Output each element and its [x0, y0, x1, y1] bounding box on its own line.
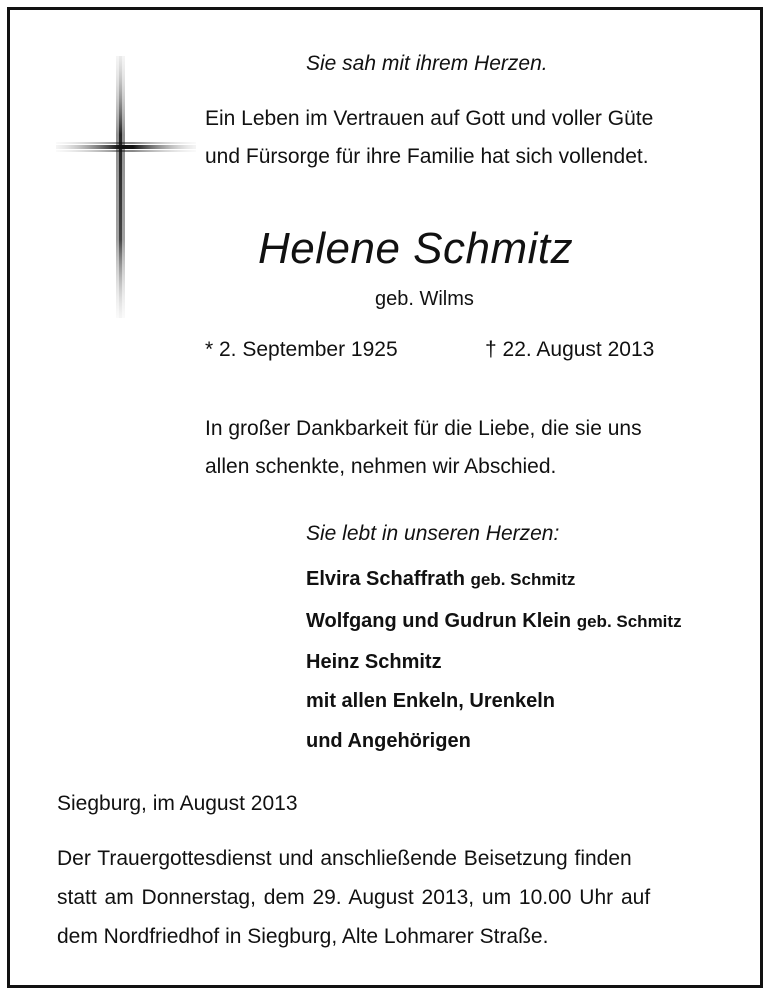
deceased-name: Helene Schmitz	[258, 224, 574, 273]
death-date: † 22. August 2013	[485, 338, 655, 361]
gratitude-line-1: In großer Dankbarkeit für die Liebe, die sie uns	[205, 417, 642, 440]
service-line-2: statt am Donnerstag, dem 29. August 2013, um 10.00 Uhr auf	[57, 886, 651, 909]
motto: Sie sah mit ihrem Herzen.	[306, 52, 548, 75]
gratitude-line-2: allen schenkte, nehmen wir Abschied.	[205, 455, 557, 478]
maiden-name: geb. Wilms	[375, 288, 474, 310]
mourner-line	[306, 610, 682, 633]
mourner-suffix: geb. Schmitz	[576, 612, 682, 631]
christian-cross-icon	[56, 56, 196, 318]
remembrance-line: Sie lebt in unseren Herzen:	[306, 522, 560, 545]
mourner-name: Elvira Schaffrath	[306, 568, 465, 590]
intro-line-1: Ein Leben im Vertrauen auf Gott und voller Güte	[205, 107, 654, 130]
service-line-3: dem Nordfriedhof in Siegburg, Alte Lohmarer Straße.	[57, 925, 549, 948]
mourner-line	[306, 651, 442, 674]
mourner-suffix: geb. Schmitz	[470, 570, 576, 589]
intro-line-2: und Fürsorge für ihre Familie hat sich vollendet.	[205, 145, 649, 168]
mourner-line	[306, 568, 575, 591]
mourner-name: Heinz Schmitz	[306, 651, 442, 673]
birth-date: * 2. September 1925	[205, 338, 398, 361]
mourner-line	[306, 730, 471, 753]
service-line-1: Der Trauergottesdienst und anschließende Beisetzung finden	[57, 847, 632, 870]
mourner-name: mit allen Enkeln, Urenkeln	[306, 690, 555, 712]
mourner-name: und Angehörigen	[306, 730, 471, 752]
mourner-line	[306, 690, 555, 713]
mourner-name: Wolfgang und Gudrun Klein	[306, 610, 572, 632]
place-date: Siegburg, im August 2013	[57, 792, 298, 815]
